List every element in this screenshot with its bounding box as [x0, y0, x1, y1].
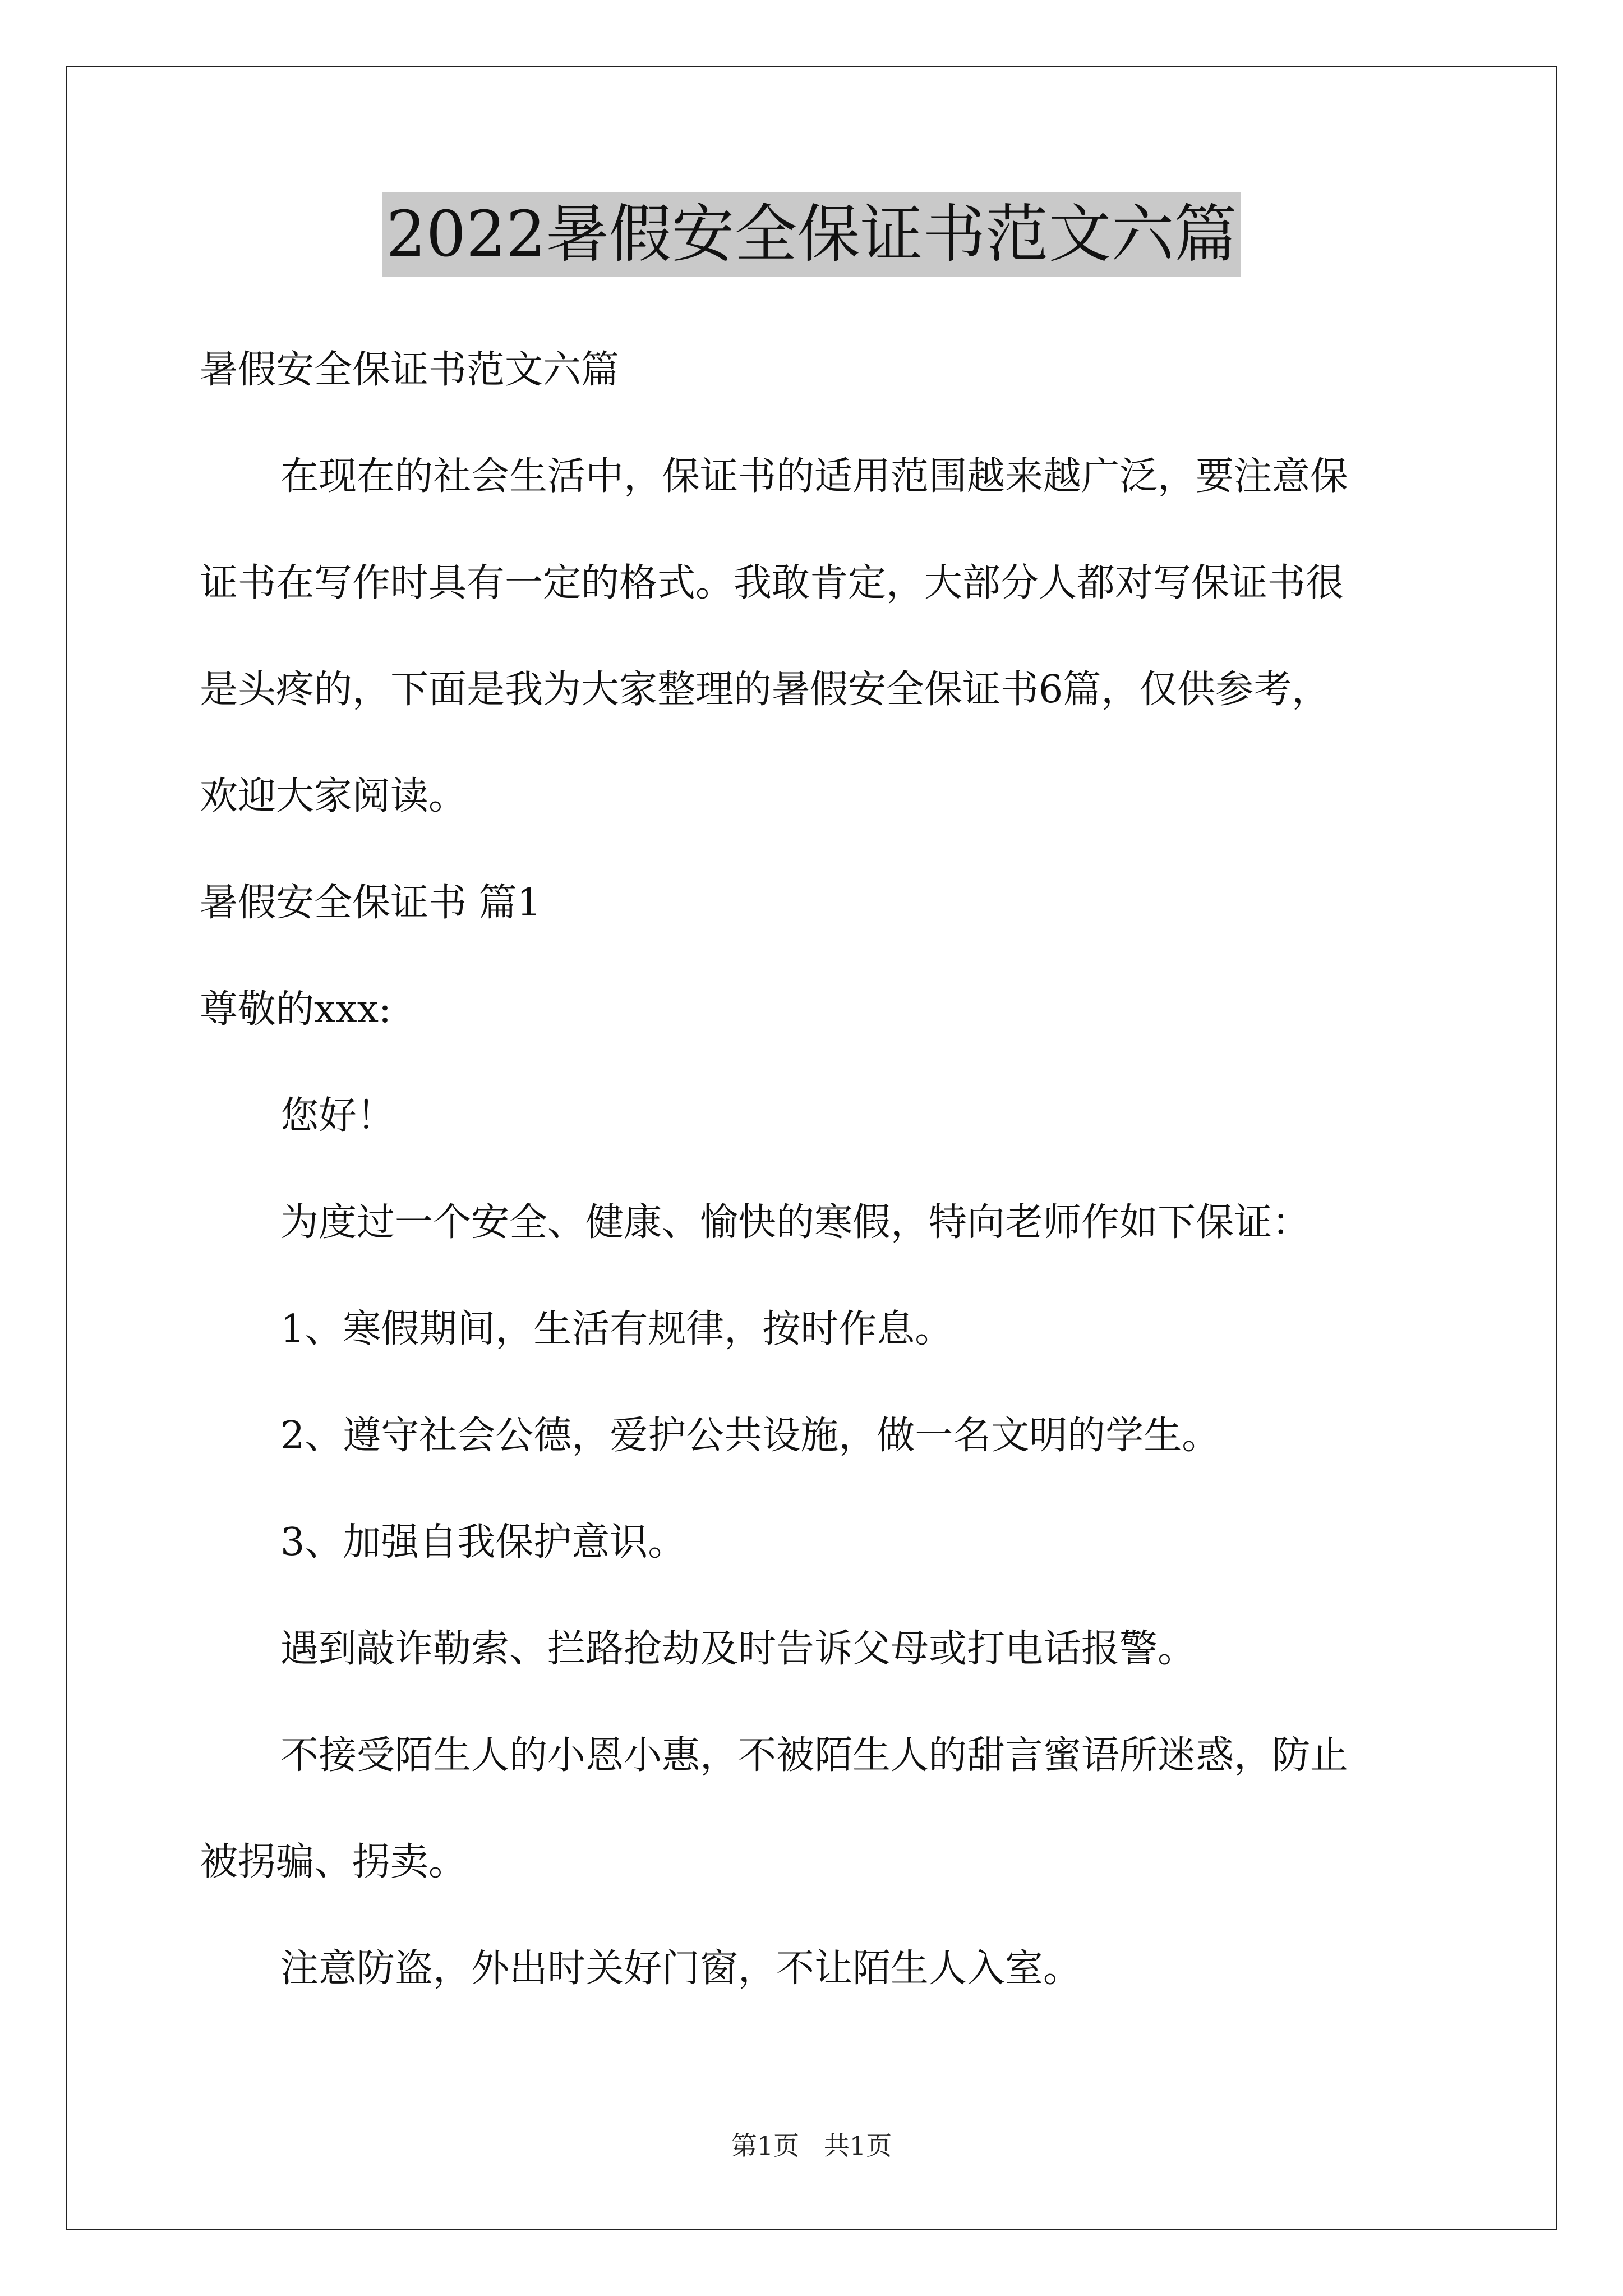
body-line: 欢迎大家阅读。 — [200, 774, 467, 818]
title-container — [0, 192, 1623, 277]
body-line: 暑假安全保证书 篇1 — [200, 881, 541, 925]
page-footer: 第1页 共1页 — [731, 2131, 892, 2161]
body-line: 尊敬的xxx: — [200, 987, 391, 1032]
body-line: 不接受陌生人的小恩小惠，不被陌生人的甜言蜜语所迷惑，防止 — [280, 1733, 1349, 1778]
document-title: 2022暑假安全保证书范文六篇 — [382, 192, 1240, 277]
body-line: 2、遵守社会公德，爱护公共设施，做一名文明的学生。 — [280, 1414, 1220, 1458]
body-line: 您好！ — [280, 1094, 395, 1138]
body-line: 1、寒假期间，生活有规律，按时作息。 — [280, 1307, 953, 1351]
body-line: 注意防盗，外出时关好门窗，不让陌生人入室。 — [280, 1947, 1082, 1991]
body-line: 是头疼的，下面是我为大家整理的暑假安全保证书6篇，仅供参考， — [200, 668, 1330, 712]
document-body — [200, 317, 1433, 2022]
body-line: 被拐骗、拐卖。 — [200, 1840, 467, 1884]
body-line: 证书在写作时具有一定的格式。我敢肯定，大部分人都对写保证书很 — [200, 561, 1344, 605]
body-line: 为度过一个安全、健康、愉快的寒假，特向老师作如下保证： — [280, 1200, 1311, 1245]
body-line: 3、加强自我保护意识。 — [280, 1520, 686, 1565]
body-line: 暑假安全保证书范文六篇 — [200, 348, 620, 392]
body-line: 在现在的社会生活中，保证书的适用范围越来越广泛，要注意保 — [280, 454, 1349, 499]
body-line: 遇到敲诈勒索、拦路抢劫及时告诉父母或打电话报警。 — [280, 1627, 1196, 1671]
